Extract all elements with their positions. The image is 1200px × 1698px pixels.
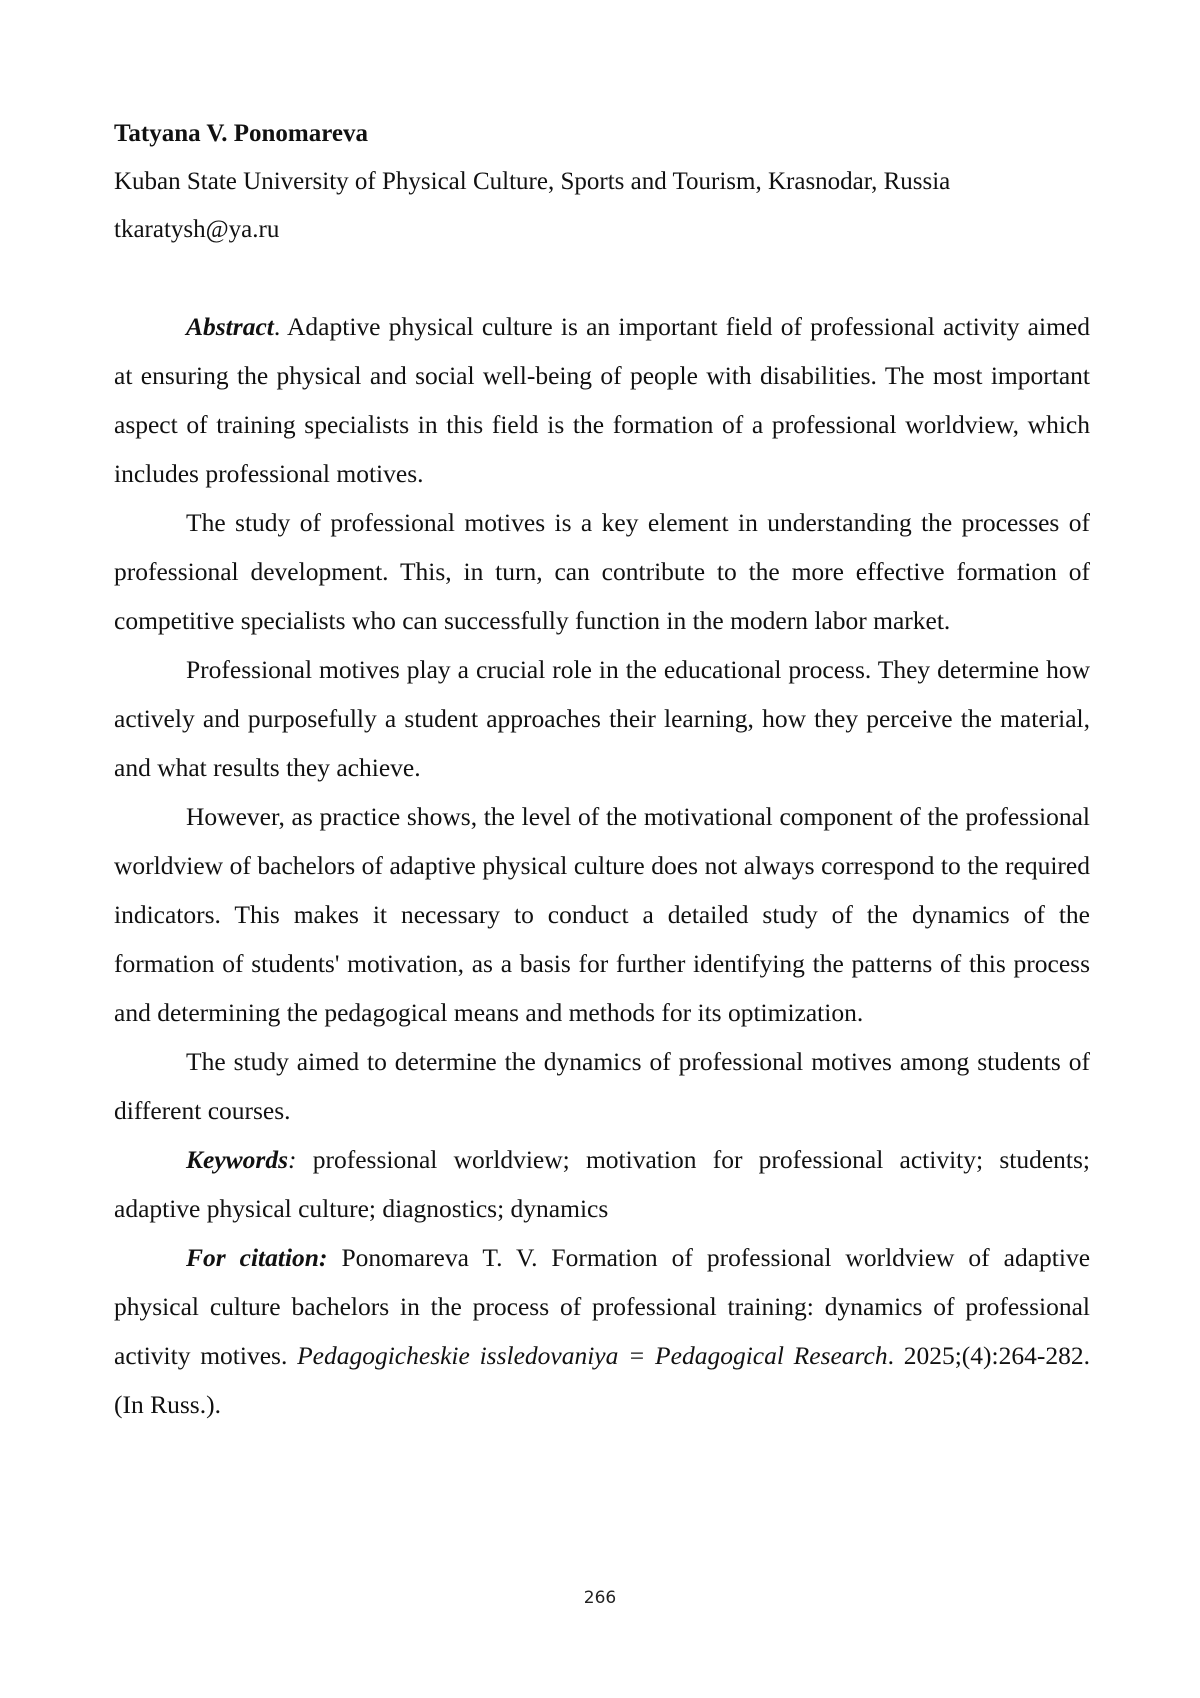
keywords-label: Keywords xyxy=(186,1145,288,1174)
keywords-text: professional worldview; motivation for professional activity; students; adaptive physical culture; diagnostics; dynamics xyxy=(114,1145,1090,1223)
citation-paragraph xyxy=(114,1233,1090,1429)
abstract-paragraph: Professional motives play a crucial role in the educational process. They determine how actively and purposefully a student approaches their learning, how they perceive the material, and what results they achieve. xyxy=(114,655,1090,782)
author-email: tkaratysh@ya.ru xyxy=(114,216,280,243)
article-page xyxy=(114,110,1090,1429)
citation-text: Ponomareva T. V. Formation of professional worldview of adaptive physical culture bachelors in the process of professional training: dynamics of professional activity motives. xyxy=(114,1243,1091,1370)
author-name: Tatyana V. Ponomareva xyxy=(114,120,368,147)
abstract-text-1: Adaptive physical culture is an important field of professional activity aimed at ensuring the physical and social well-being of people with disabilities. The most important aspect of training specialists in this field is the formation of a professional worldview, which includes professional motives. xyxy=(114,312,1090,488)
keywords-paragraph xyxy=(114,1135,1090,1233)
keywords-label-punct: : xyxy=(288,1145,297,1174)
spacer xyxy=(114,254,1090,302)
abstract-label: Abstract xyxy=(186,312,274,341)
citation-label: For citation: xyxy=(186,1243,328,1272)
page-number: 266 xyxy=(583,1588,617,1608)
abstract-paragraph: However, as practice shows, the level of the motivational component of the professional worldview of bachelors of adaptive physical culture does not always correspond to the required indicators. This makes it necessary to conduct a detailed study of the dynamics of the formation of students' motivation, as a basis for further identifying the patterns of this process and determining the pedagogical means and methods for its optimization. xyxy=(114,802,1090,1027)
abstract-paragraph: The study of professional motives is a key element in understanding the processes of professional development. This, in turn, can contribute to the more effective formation of competitive specialists who can successfully function in the modern labor market. xyxy=(114,508,1090,635)
abstract-paragraph xyxy=(114,302,1090,498)
citation-journal: Pedagogicheskie issledovaniya = Pedagogical Research xyxy=(297,1341,888,1370)
abstract-label-punct: . xyxy=(273,312,281,341)
citation-details: . 2025;(4):264-282. (In Russ.). xyxy=(114,1341,1090,1419)
abstract-paragraph: The study aimed to determine the dynamics of professional motives among students of different courses. xyxy=(114,1047,1090,1125)
author-affiliation: Kuban State University of Physical Culture, Sports and Tourism, Krasnodar, Russia xyxy=(114,168,951,195)
